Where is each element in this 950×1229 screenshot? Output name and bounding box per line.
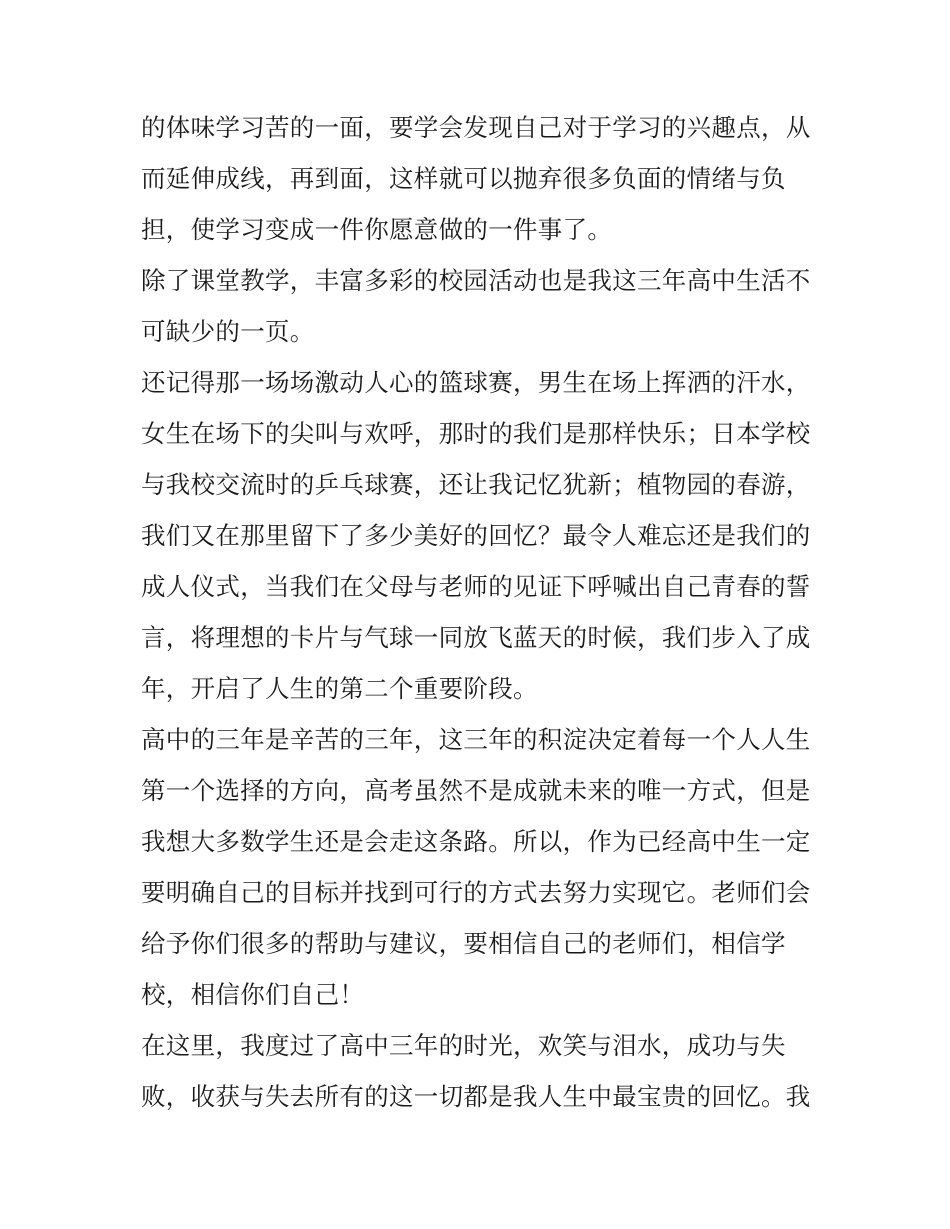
text-line: 败，收获与失去所有的这一切都是我人生中最宝贵的回忆。我 [141,1082,811,1111]
text-line: 除了课堂教学，丰富多彩的校园活动也是我这三年高中生活不 [141,266,811,295]
text-line: 年，开启了人生的第二个重要阶段。 [141,674,538,703]
text-line: 给予你们很多的帮助与建议，要相信自己的老师们，相信学 [141,929,786,958]
text-line: 女生在场下的尖叫与欢呼，那时的我们是那样快乐；日本学校 [141,419,811,448]
text-line: 我们又在那里留下了多少美好的回忆？最令人难忘还是我们的 [141,521,811,550]
text-line: 还记得那一场场激动人心的篮球赛，男生在场上挥洒的汗水， [141,368,811,397]
text-line: 我想大多数学生还是会走这条路。所以，作为已经高中生一定 [141,827,811,856]
document-body [141,102,831,1122]
text-line: 担，使学习变成一件你愿意做的一件事了。 [141,215,613,244]
text-line: 的体味学习苦的一面，要学会发现自己对于学习的兴趣点，从 [141,113,811,142]
text-line: 与我校交流时的乒乓球赛，还让我记忆犹新；植物园的春游， [141,470,811,499]
text-line: 可缺少的一页。 [141,317,315,346]
text-line: 要明确自己的目标并找到可行的方式去努力实现它。老师们会 [141,878,811,907]
text-line: 而延伸成线，再到面，这样就可以抛弃很多负面的情绪与负 [141,164,786,193]
text-line: 成人仪式，当我们在父母与老师的见证下呼喊出自己青春的誓 [141,572,811,601]
text-line: 言，将理想的卡片与气球一同放飞蓝天的时候，我们步入了成 [141,623,811,652]
text-line: 在这里，我度过了高中三年的时光，欢笑与泪水，成功与失 [141,1031,786,1060]
text-line: 高中的三年是辛苦的三年，这三年的积淀决定着每一个人人生 [141,725,811,754]
text-line: 校，相信你们自己！ [141,980,365,1009]
text-line: 第一个选择的方向，高考虽然不是成就未来的唯一方式，但是 [141,776,811,805]
